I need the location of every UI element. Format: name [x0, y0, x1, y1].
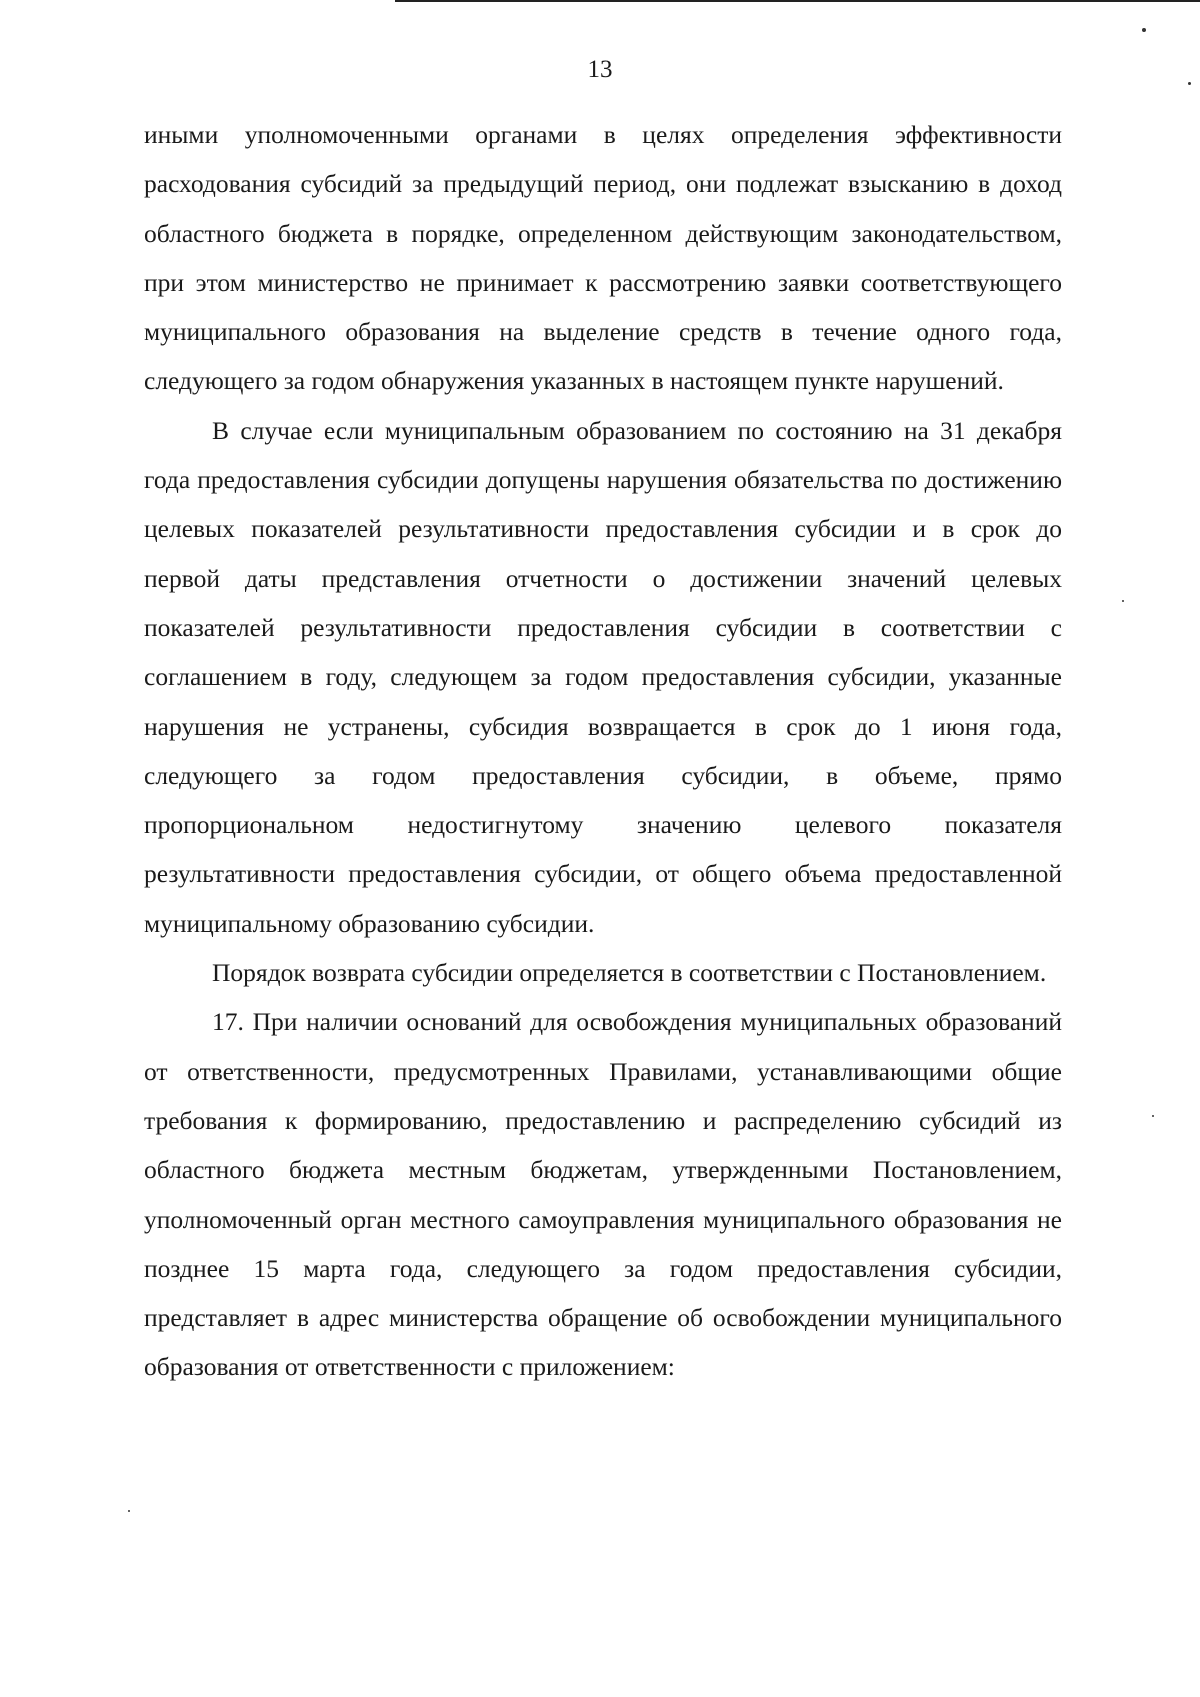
- scan-speck: [1122, 600, 1124, 602]
- paragraph-violation-return: В случае если муниципальным образованием по состоянию на 31 декабря года предоставления субсидии допущены нарушения обязательства по достижению целевых показателей результативности предоставления субсидии и в срок до первой даты представления отчетности о достижении значений целевых показателей результативности предоставления субсидии в соответствии с соглашением в году, следующем за годом предоставления субсидии, указанные нарушения не устранены, субсидия возвращается в срок до 1 июня года, следующего за годом предоставления субсидии, в объеме, прямо пропорциональном недостигнутому значению целевого показателя результативности предоставления субсидии, от общего объема предоставленной муниципальному образованию субсидии.: [144, 415, 1062, 938]
- scan-edge-line: [395, 0, 1200, 2]
- document-body: [144, 110, 1062, 1392]
- scan-speck: [128, 1510, 130, 1512]
- paragraph-return-procedure: Порядок возврата субсидии определяется в соответствии с Постановлением.: [212, 958, 1047, 988]
- paragraph-item-17: 17. При наличии оснований для освобождения муниципальных образований от ответственности, предусмотренных Правилами, устанавливающими общие требования к формированию, предоставлению и распределению субсидий из областного бюджета местным бюджетам, утвержденными Постановлением, уполномоченный орган местного самоуправления муниципального образования не позднее 15 марта года, следующего за годом предоставления субсидии, представляет в адрес министерства обращение об освобождении муниципального образования от ответственности с приложением:: [144, 1007, 1062, 1382]
- scan-speck: [1188, 82, 1191, 85]
- scan-speck: [1152, 1115, 1154, 1117]
- page-number: 13: [587, 56, 613, 83]
- paragraph-continuation: иными уполномоченными органами в целях определения эффективности расходования субсидий за предыдущий период, они подлежат взысканию в доход областного бюджета в порядке, определенном действующим законодательством, при этом министерство не принимает к рассмотрению заявки соответствующего муниципального образования на выделение средств в течение одного года, следующего за годом обнаружения указанных в настоящем пункте нарушений.: [144, 120, 1062, 396]
- scan-speck: [1142, 28, 1146, 32]
